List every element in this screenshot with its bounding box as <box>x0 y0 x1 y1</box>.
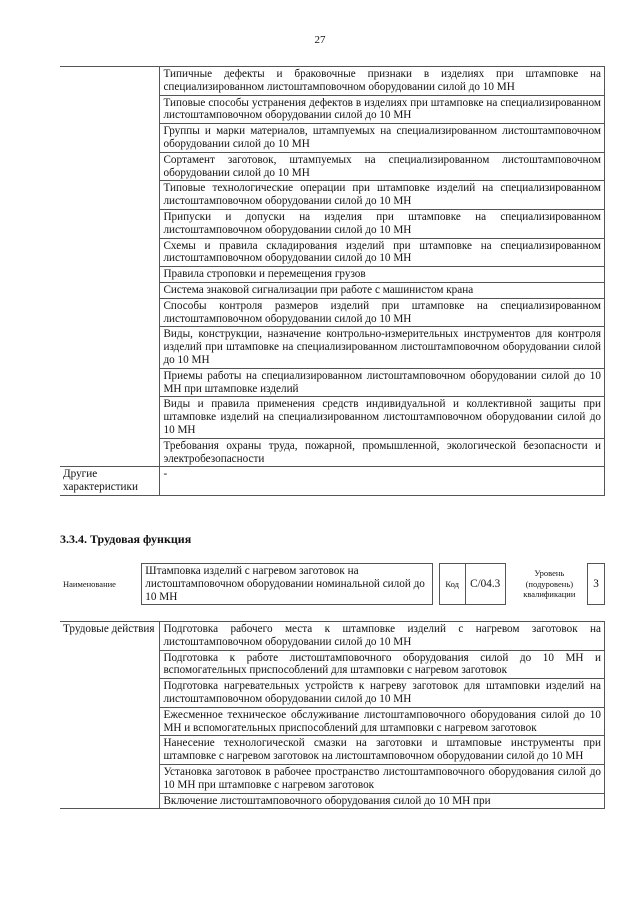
labor-action-item-text: Подготовка нагревательных устройств к нагреву заготовок для штамповки изделий на листоштамповочном оборудовании силой до 10 МН <box>160 679 605 708</box>
labor-action-item-text: Ежесменное техническое обслуживание листоштамповочного оборудования силой до 10 МН и вспомогательных приспособлений для штамповки с нагревом заготовок <box>160 707 605 736</box>
qualification-level-label: Уровень (подуровень) квалификации <box>523 568 576 600</box>
labor-actions-label: Трудовые действия <box>60 622 160 809</box>
knowledge-item-text: Типовые способы устранения дефектов в изделиях при штамповке на специализированном листоштамповочном оборудовании силой до 10 МН <box>160 95 605 124</box>
knowledge-table <box>60 66 605 496</box>
knowledge-item-text: Типовые технологические операции при штамповке изделий на специализированном листоштамповочном оборудовании силой до 10 МН <box>160 181 605 210</box>
knowledge-item-text: Сортамент заготовок, штампуемых на специализированном листоштамповочном оборудовании силой до 10 МН <box>160 152 605 181</box>
section-heading: 3.3.4. Трудовая функция <box>60 532 192 546</box>
knowledge-item-text: Типичные дефекты и браковочные признаки в изделиях при штамповке на специализированном листоштамповочном оборудовании силой до 10 МН <box>160 67 605 96</box>
labor-action-item <box>60 622 605 651</box>
knowledge-item-text: Способы контроля размеров изделий при штамповке на специализированном листоштамповочном оборудовании силой до 10 МН <box>160 298 605 327</box>
knowledge-label-cell <box>60 67 160 467</box>
knowledge-item-text: Виды, конструкции, назначение контрольно-измерительных инструментов для контроля изделий при штамповке на специализированном листоштамповочном оборудовании силой до 10 МН <box>160 327 605 368</box>
function-code-value: C/04.3 <box>465 564 505 605</box>
labor-action-item-text: Подготовка к работе листоштамповочного оборудования силой до 10 МН и вспомогательных приспособлений для штамповки с нагревом заготовок <box>160 650 605 679</box>
qualification-level-value: 3 <box>588 564 605 605</box>
function-header-table <box>60 563 605 605</box>
function-code-label: Код <box>439 564 465 605</box>
labor-actions-table <box>60 621 605 809</box>
function-name-value: Штамповка изделий с нагревом заготовок на листоштамповочном оборудовании номинальной силой до 10 МН <box>142 564 432 605</box>
function-name-label: Наименование <box>63 578 116 589</box>
knowledge-item-text: Система знаковой сигнализации при работе с машинистом крана <box>160 282 605 298</box>
other-characteristics-value: - <box>160 467 605 496</box>
labor-action-item-text: Включение листоштамповочного оборудования силой до 10 МН при <box>160 793 605 809</box>
knowledge-item-text: Виды и правила применения средств индивидуальной и коллективной защиты при штамповке изделий на специализированном листоштамповочном оборудовании силой до 10 МН <box>160 397 605 438</box>
knowledge-item-text: Правила строповки и перемещения грузов <box>160 267 605 283</box>
labor-action-item-text: Подготовка рабочего места к штамповке изделий с нагревом заготовок на листоштамповочном оборудовании силой до 10 МН <box>160 622 605 651</box>
knowledge-item-text: Приемы работы на специализированном листоштамповочном оборудовании силой до 10 МН при штамповке изделий <box>160 368 605 397</box>
other-characteristics-row <box>60 467 605 496</box>
knowledge-item-text: Группы и марки материалов, штампуемых на специализированном листоштамповочном оборудовании силой до 10 МН <box>160 124 605 153</box>
page-number: 27 <box>314 34 326 46</box>
labor-action-item-text: Нанесение технологической смазки на заготовки и штамповые инструменты при штамповке с нагревом заготовок на листоштамповочном оборудовании силой до 10 МН <box>160 736 605 765</box>
knowledge-item-text: Требования охраны труда, пожарной, промышленной, экологической безопасности и электробезопасности <box>160 438 605 467</box>
labor-action-item-text: Установка заготовок в рабочее пространство листоштамповочного оборудования силой до 10 МН при штамповке с нагревом заготовок <box>160 764 605 793</box>
knowledge-item <box>60 67 605 96</box>
knowledge-item-text: Припуски и допуски на изделия при штамповке на специализированном листоштамповочном оборудовании силой до 10 МН <box>160 209 605 238</box>
other-characteristics-label: Другие характеристики <box>60 467 160 496</box>
knowledge-item-text: Схемы и правила складирования изделий при штамповке на специализированном листоштамповочном оборудовании силой до 10 МН <box>160 238 605 267</box>
